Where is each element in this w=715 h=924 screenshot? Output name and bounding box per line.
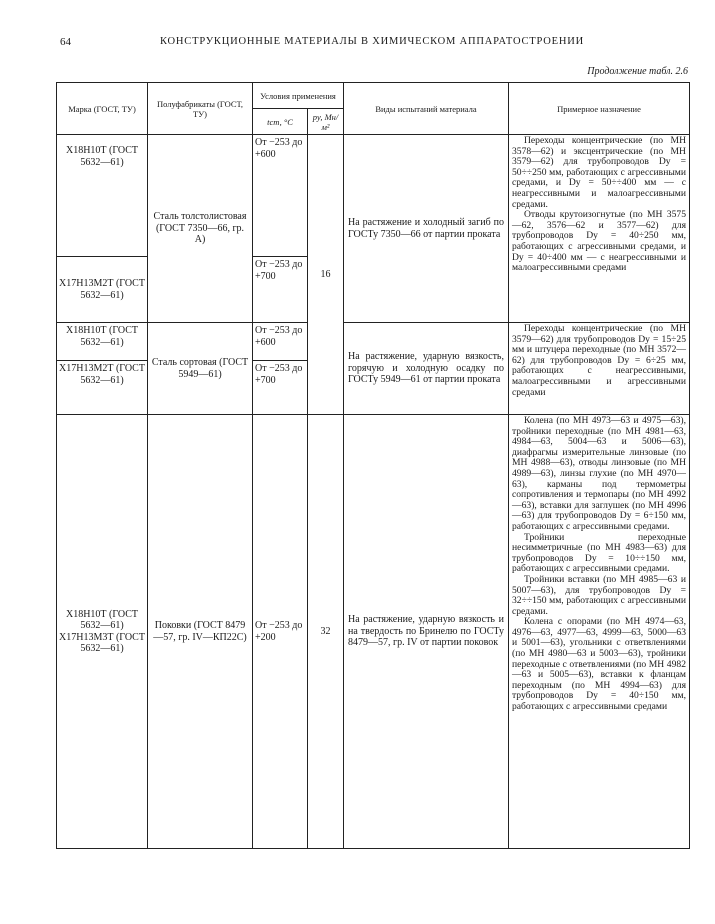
row2-grade-b: Х17Н13М2Т (ГОСТ 5632—61) xyxy=(57,361,148,415)
row2-temp-a: От −253 до +600 xyxy=(253,323,308,361)
row1-purpose-p2: Отводы крутоизогнутые (по МН 3575—62, 3576—62 и 3577—62) для трубопроводов Dу = 40÷250 мм, работающих с агрессивными средами, и Dу = 40÷400 мм — с неагрессивными и малоагрессивными средами xyxy=(512,209,686,274)
row3-purpose-p2: Тройники переходные несимметричные (по МН 4983—63) для трубопроводов Dу = 10÷÷150 мм, работающих с агрессивными средами. xyxy=(512,531,686,575)
row3-tests: На растяжение, ударную вязкость и на твердость по Бринелю по ГОСТу 8479—57, гр. IV от партии поковок xyxy=(344,415,509,849)
materials-table xyxy=(56,82,690,849)
row3-grade: Х18Н10Т (ГОСТ 5632—61) Х17Н13М3Т (ГОСТ 5632—61) xyxy=(57,415,148,849)
header-purpose: Примерное назначение xyxy=(509,83,690,135)
header-pressure: py, Мн/м² xyxy=(308,109,344,135)
row1-purpose xyxy=(509,135,690,323)
row1-grade-b: Х17Н13М2Т (ГОСТ 5632—61) xyxy=(57,257,148,323)
row3-temp: От −253 до +200 xyxy=(253,415,308,849)
row2-purpose xyxy=(509,323,690,415)
row3-purpose xyxy=(509,415,690,849)
header-conditions: Условия применения xyxy=(253,83,344,109)
table-continuation-label: Продолжение табл. 2.6 xyxy=(587,66,688,77)
row2-tests: На растяжение, ударную вязкость, горячую и холодную осадку по ГОСТу 5949—61 от партии проката xyxy=(344,323,509,415)
page-number: 64 xyxy=(60,36,71,48)
row3-purpose-p4: Колена с опорами (по МН 4974—63, 4976—63, 4977—63, 4999—63, 5000—63 и 5001—63), угольники с ответвлениями (по МН 4980—63 и 5003—63), тройники переходные с ответвлениями (по МН 4982—63 и 5005—63), вставки к фланцам переходным (по МН 4994—63) для трубопроводов Dу = 40÷150 мм, работающих с агрессивными средами xyxy=(512,616,686,713)
row2-grade-a: Х18Н10Т (ГОСТ 5632—61) xyxy=(57,323,148,361)
row1-tests: На растяжение и холодный загиб по ГОСТу 7350—66 от партии проката xyxy=(344,135,509,323)
header-grade: Марка (ГОСТ, ТУ) xyxy=(57,83,148,135)
row3-semi: Поковки (ГОСТ 8479—57, гр. IV—КП22С) xyxy=(148,415,253,849)
row2-purpose-p1: Переходы концентрические (по МН 3579—62) для трубопроводов Dу = 15÷25 мм и штуцера переходные (по МН 3572—62) для трубопроводов Dу = 6÷25 мм, работающих с неагрессивными, малоагрессивными и агрессивными средами xyxy=(512,323,686,398)
row1-grade-a: Х18Н10Т (ГОСТ 5632—61) xyxy=(57,135,148,257)
header-tests: Виды испытаний материала xyxy=(344,83,509,135)
row1-temp-b: От −253 до +700 xyxy=(253,257,308,323)
row1-purpose-p1: Переходы концентрические (по МН 3578—62) и эксцентрические (по МН 3579—62) для трубопроводов Dу = 50÷÷250 мм, работающих с агрессивными средами, и Dу = 50÷÷400 мм — с неагрессивными и малоагрессивными средами. xyxy=(512,135,686,210)
row1-2-pressure: 16 xyxy=(308,135,344,415)
row3-pressure: 32 xyxy=(308,415,344,849)
header-temp: tст, °C xyxy=(253,109,308,135)
header-semi: Полуфабрикаты (ГОСТ, ТУ) xyxy=(148,83,253,135)
row1-semi: Сталь толстолистовая (ГОСТ 7350—66, гр. А) xyxy=(148,135,253,323)
row2-temp-b: От −253 до +700 xyxy=(253,361,308,415)
row2-semi: Сталь сортовая (ГОСТ 5949—61) xyxy=(148,323,253,415)
row3-purpose-p3: Тройники вставки (по МН 4985—63 и 5007—63), для трубопроводов Dу = 32÷÷150 мм, работающих с агрессивными средами. xyxy=(512,573,686,617)
row1-temp-a: От −253 до +600 xyxy=(253,135,308,257)
running-head: КОНСТРУКЦИОННЫЕ МАТЕРИАЛЫ В ХИМИЧЕСКОМ АППАРАТОСТРОЕНИИ xyxy=(160,36,585,47)
row3-purpose-p1: Колена (по МН 4973—63 и 4975—63), тройники переходные (по МН 4981—63, 4984—63, 5004—63 и 5006—63), диафрагмы измерительные линзовые (по МН 4988—63), отводы линзовые (по МН 4989—63), линзы глухие (по МН 4970—63), карманы под термометры сопротивления и термопары (по МН 4992—63), вставки для заглушек (по МН 4996—63) для трубопроводов Dу = 6÷150 мм, работающих с агрессивными средами. xyxy=(512,415,686,532)
